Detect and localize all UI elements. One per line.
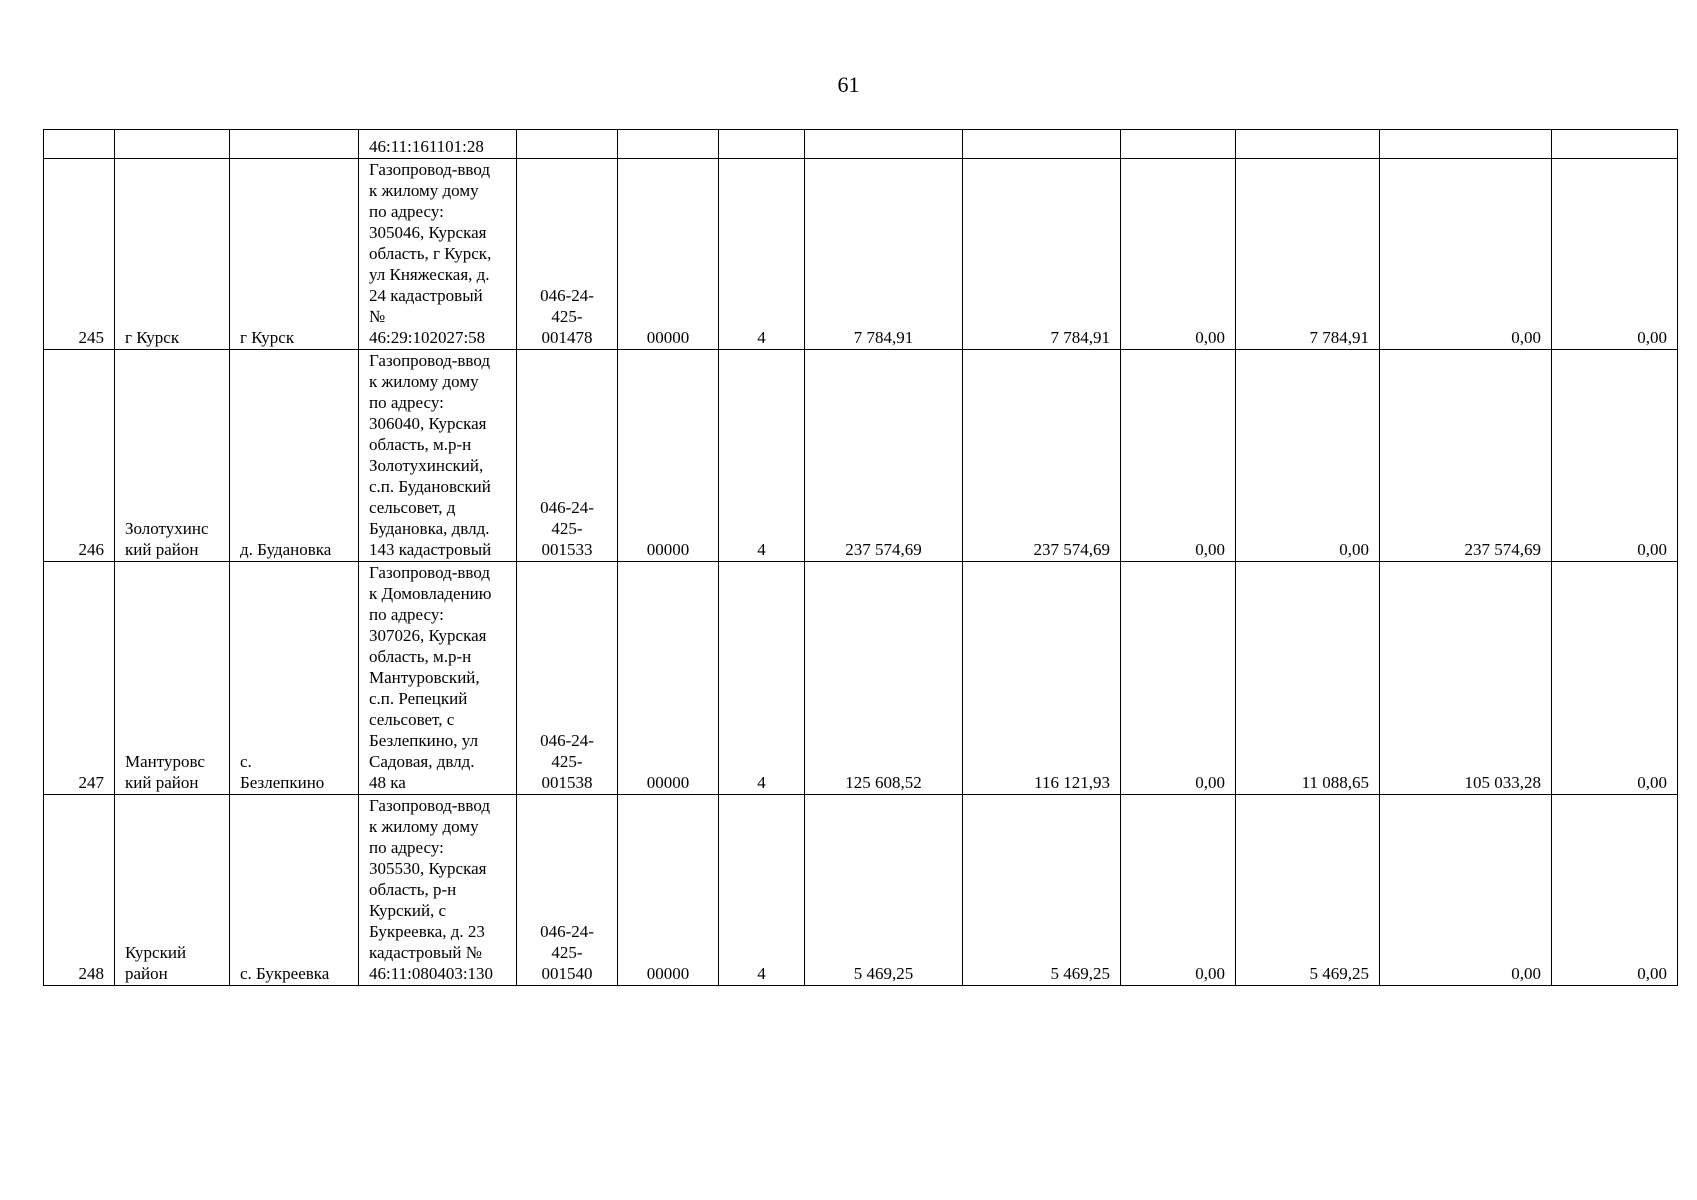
cell-amount-5: 0,00 xyxy=(1380,159,1552,350)
cell-num xyxy=(44,130,115,159)
cell-amount-1: 7 784,91 xyxy=(805,159,963,350)
cell-district: Золотухинс кий район xyxy=(115,350,230,562)
cell-amount-6: 0,00 xyxy=(1552,350,1678,562)
cell-description: Газопровод-ввод к Домовладению по адресу: 307026, Курская область, м.р-н Мантуровский, с.п. Репецкий сельсовет, с Безлепкино, ул Садовая, двлд. 48 ка xyxy=(359,562,517,795)
cell-group: 4 xyxy=(719,795,805,986)
cell-amount-5: 105 033,28 xyxy=(1380,562,1552,795)
cell-district: Мантуровс кий район xyxy=(115,562,230,795)
table-row xyxy=(44,350,1678,562)
cell-amount-2: 7 784,91 xyxy=(963,159,1121,350)
cell-amount-2 xyxy=(963,130,1121,159)
cell-amount-1 xyxy=(805,130,963,159)
cell-inventory-code: 046-24- 425- 001533 xyxy=(517,350,618,562)
cell-district: Курский район xyxy=(115,795,230,986)
cell-amount-1: 5 469,25 xyxy=(805,795,963,986)
cell-amount-6: 0,00 xyxy=(1552,562,1678,795)
table-row xyxy=(44,795,1678,986)
cell-amount-2: 5 469,25 xyxy=(963,795,1121,986)
cell-locality: с. Безлепкино xyxy=(230,562,359,795)
table-row xyxy=(44,159,1678,350)
continuation-row xyxy=(44,130,1678,159)
cell-amount-4: 0,00 xyxy=(1236,350,1380,562)
cell-district xyxy=(115,130,230,159)
cell-amount-2: 116 121,93 xyxy=(963,562,1121,795)
cell-amount-6: 0,00 xyxy=(1552,159,1678,350)
cell-amount-4 xyxy=(1236,130,1380,159)
cell-amount-4: 5 469,25 xyxy=(1236,795,1380,986)
cell-group: 4 xyxy=(719,350,805,562)
cell-amount-5 xyxy=(1380,130,1552,159)
cell-amount-3 xyxy=(1121,130,1236,159)
cell-code: 00000 xyxy=(618,795,719,986)
cell-num: 246 xyxy=(44,350,115,562)
cell-code: 00000 xyxy=(618,350,719,562)
cell-description: Газопровод-ввод к жилому дому по адресу: 305046, Курская область, г Курск, ул Княжеская, д. 24 кадастровый № 46:29:102027:58 xyxy=(359,159,517,350)
cell-code: 00000 xyxy=(618,159,719,350)
cell-amount-1: 237 574,69 xyxy=(805,350,963,562)
cell-code xyxy=(618,130,719,159)
cell-amount-6 xyxy=(1552,130,1678,159)
property-table xyxy=(43,129,1678,986)
cell-group: 4 xyxy=(719,562,805,795)
cell-description: 46:11:161101:28 xyxy=(359,130,517,159)
cell-num: 247 xyxy=(44,562,115,795)
cell-amount-6: 0,00 xyxy=(1552,795,1678,986)
cell-num: 245 xyxy=(44,159,115,350)
cell-amount-4: 11 088,65 xyxy=(1236,562,1380,795)
cell-locality: с. Букреевка xyxy=(230,795,359,986)
cell-group: 4 xyxy=(719,159,805,350)
cell-amount-3: 0,00 xyxy=(1121,350,1236,562)
cell-inventory-code xyxy=(517,130,618,159)
cell-locality xyxy=(230,130,359,159)
cell-amount-2: 237 574,69 xyxy=(963,350,1121,562)
cell-amount-3: 0,00 xyxy=(1121,562,1236,795)
cell-code: 00000 xyxy=(618,562,719,795)
table-row xyxy=(44,562,1678,795)
cell-group xyxy=(719,130,805,159)
cell-amount-3: 0,00 xyxy=(1121,159,1236,350)
cell-inventory-code: 046-24- 425- 001538 xyxy=(517,562,618,795)
cell-locality: д. Будановка xyxy=(230,350,359,562)
cell-locality: г Курск xyxy=(230,159,359,350)
cell-amount-5: 237 574,69 xyxy=(1380,350,1552,562)
cell-amount-1: 125 608,52 xyxy=(805,562,963,795)
cell-amount-4: 7 784,91 xyxy=(1236,159,1380,350)
cell-num: 248 xyxy=(44,795,115,986)
cell-description: Газопровод-ввод к жилому дому по адресу: 305530, Курская область, р-н Курский, с Букреевка, д. 23 кадастровый № 46:11:080403:130 xyxy=(359,795,517,986)
cell-inventory-code: 046-24- 425- 001540 xyxy=(517,795,618,986)
cell-amount-3: 0,00 xyxy=(1121,795,1236,986)
page-number: 61 xyxy=(837,72,860,97)
cell-description: Газопровод-ввод к жилому дому по адресу: 306040, Курская область, м.р-н Золотухинский, с.п. Будановский сельсовет, д Будановка, двлд. 143 кадастровый xyxy=(359,350,517,562)
cell-inventory-code: 046-24- 425- 001478 xyxy=(517,159,618,350)
cell-amount-5: 0,00 xyxy=(1380,795,1552,986)
cell-district: г Курск xyxy=(115,159,230,350)
